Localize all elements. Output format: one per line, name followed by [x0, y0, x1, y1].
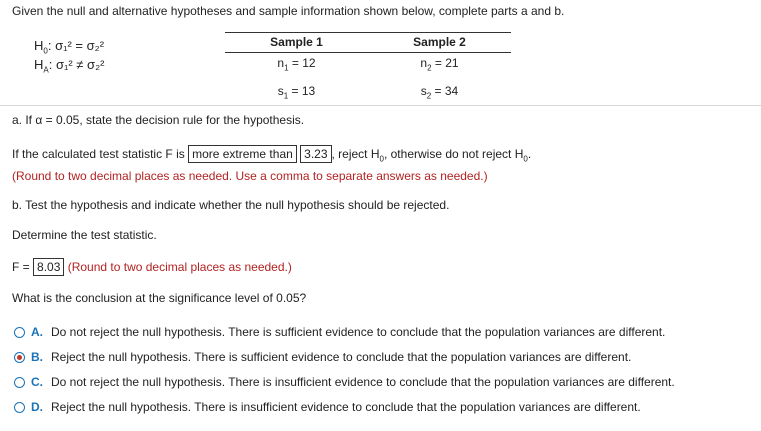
rule-choice-dropdown[interactable]: more extreme than — [188, 145, 297, 163]
ha-text: : σ₁² ≠ σ₂² — [48, 57, 105, 72]
h0-text: : σ₁² = σ₂² — [47, 38, 105, 53]
option-c-text: Do not reject the null hypothesis. There is insufficient evidence to conclude that the population variances are different. — [51, 375, 675, 389]
sample2-header: Sample 2 — [368, 33, 511, 53]
decision-rule — [12, 145, 531, 163]
f-note: (Round to two decimal places as needed.) — [67, 260, 292, 274]
ha-label: H — [34, 57, 44, 72]
radio-icon[interactable] — [14, 327, 25, 338]
alt-hypothesis — [34, 57, 104, 75]
rule-sub1: 0 — [379, 154, 384, 164]
rule-period: . — [527, 147, 532, 161]
option-d-letter: D. — [31, 400, 43, 414]
section-divider — [0, 105, 761, 106]
option-b[interactable] — [14, 350, 631, 364]
part-b-question: b. Test the hypothesis and indicate whether the null hypothesis should be rejected. — [12, 198, 450, 212]
option-d-text: Reject the null hypothesis. There is insufficient evidence to conclude that the population variances are different. — [51, 400, 641, 414]
part-a-note: (Round to two decimal places as needed. Use a comma to separate answers as needed.) — [12, 169, 488, 183]
rule-mid: , reject H — [331, 147, 380, 161]
n1-cell: $n_1 = 12$ — [277, 56, 316, 73]
option-d[interactable] — [14, 400, 641, 414]
sample1-header: Sample 1 — [225, 33, 368, 53]
null-hypothesis — [34, 38, 104, 56]
option-c[interactable] — [14, 375, 675, 389]
option-a[interactable] — [14, 325, 665, 339]
samples-table — [225, 32, 511, 106]
s1-cell: $s_1 = 13$ — [225, 75, 368, 105]
f-label: F = — [12, 260, 30, 274]
n2-cell: $n_2 = 21$ — [420, 56, 459, 73]
h0-sub: 0 — [43, 46, 48, 56]
s2-cell: $s_2 = 34$ — [368, 75, 511, 105]
f-value-input[interactable]: 8.03 — [33, 258, 64, 276]
radio-selected-icon[interactable] — [14, 352, 25, 363]
f-statistic-row — [12, 258, 292, 276]
option-a-letter: A. — [31, 325, 43, 339]
rule-prefix: If the calculated test statistic F is — [12, 147, 185, 161]
h0-label: H — [34, 38, 44, 53]
rule-end: , otherwise do not reject H — [383, 147, 524, 161]
option-b-letter: B. — [31, 350, 43, 364]
conclusion-question: What is the conclusion at the significance level of 0.05? — [12, 291, 307, 305]
critical-value-input[interactable]: 3.23 — [300, 145, 331, 163]
ha-sub: A — [43, 65, 49, 75]
option-c-letter: C. — [31, 375, 43, 389]
rule-sub2: 0 — [523, 154, 528, 164]
determine-text: Determine the test statistic. — [12, 228, 157, 242]
radio-icon[interactable] — [14, 377, 25, 388]
radio-icon[interactable] — [14, 402, 25, 413]
part-a-question: a. If α = 0.05, state the decision rule for the hypothesis. — [12, 113, 305, 127]
option-a-text: Do not reject the null hypothesis. There is sufficient evidence to conclude that the population variances are different. — [51, 325, 666, 339]
option-b-text: Reject the null hypothesis. There is sufficient evidence to conclude that the population variances are different. — [51, 350, 632, 364]
intro-text: Given the null and alternative hypotheses and sample information shown below, complete parts a and b. — [12, 4, 565, 18]
